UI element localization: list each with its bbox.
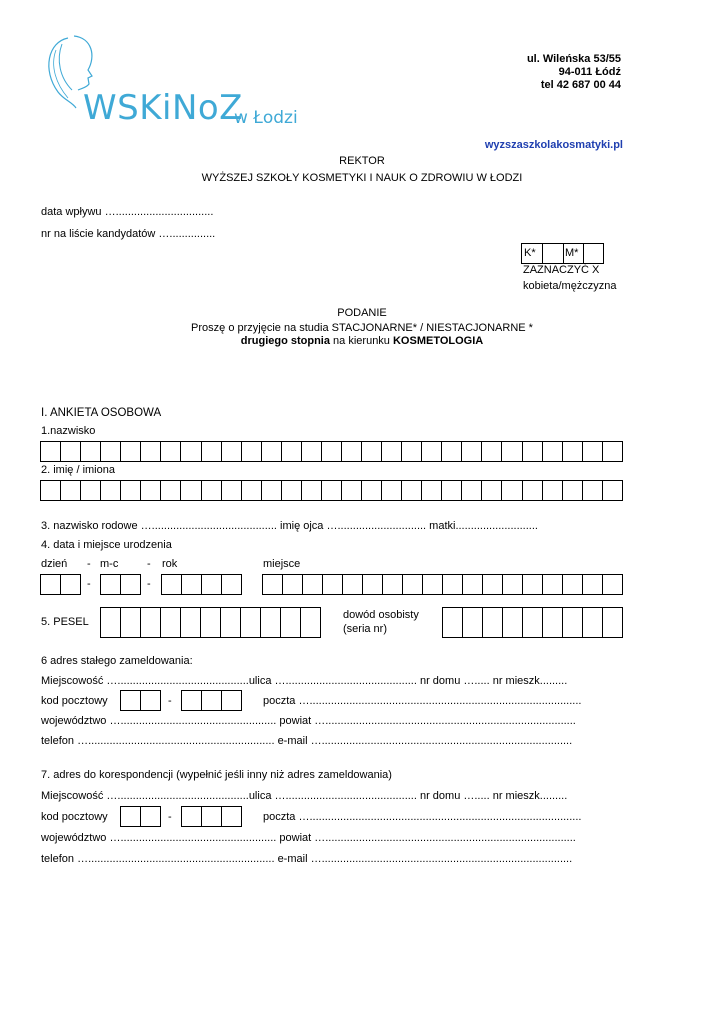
request-degree: drugiego stopnia (240, 335, 330, 347)
char-box[interactable] (503, 608, 523, 637)
s7-city-line[interactable]: Miejscowość …...........................................ulica …........................................... nr domu …..... nr mieszk......... (41, 790, 568, 802)
char-box[interactable] (462, 442, 482, 461)
char-box[interactable] (181, 481, 201, 500)
char-box[interactable] (462, 481, 482, 500)
char-box[interactable] (443, 575, 463, 594)
char-box[interactable] (383, 575, 403, 594)
char-box[interactable] (442, 481, 462, 500)
char-box[interactable] (121, 807, 141, 826)
s7-postcode-dash: - (168, 811, 172, 823)
char-box[interactable] (523, 608, 543, 637)
id-doc-series-label: (seria nr) (343, 623, 388, 635)
s6-postcode-second-boxes[interactable] (181, 690, 242, 711)
char-box[interactable] (423, 575, 443, 594)
char-box[interactable] (262, 442, 282, 461)
char-box[interactable] (543, 608, 563, 637)
website-link[interactable]: wyzszaszkolakosmatyki.pl (484, 139, 623, 151)
char-box[interactable] (162, 575, 182, 594)
char-box[interactable] (101, 575, 121, 594)
char-box[interactable] (261, 608, 281, 637)
logo-suffix: w Łodzi (234, 108, 298, 128)
s7-post-line[interactable]: poczta …......................................................................................... (263, 811, 582, 823)
gender-k-label: K* (524, 247, 536, 259)
char-box[interactable] (182, 575, 202, 594)
birth-dash-1: - (87, 558, 91, 570)
char-box[interactable] (202, 691, 222, 710)
request-title: PODANIE (337, 307, 387, 319)
birth-month-label: m-c (100, 558, 119, 570)
char-box[interactable] (523, 481, 543, 500)
request-field: KOSMETOLOGIA (392, 335, 484, 347)
gender-instruction: ZAZNACZYĆ X (523, 264, 600, 276)
birth-year-label: rok (162, 558, 178, 570)
char-box[interactable] (563, 442, 583, 461)
char-box[interactable] (301, 608, 320, 637)
recipient-title: REKTOR (339, 155, 385, 167)
birth-day-boxes[interactable] (40, 574, 81, 595)
char-box[interactable] (402, 442, 422, 461)
request-line1: Proszę o przyjęcie na studia STACJONARNE* / NIESTACJONARNE * (191, 322, 533, 334)
char-box[interactable] (41, 575, 61, 594)
char-box[interactable] (262, 481, 282, 500)
gender-m-label: M* (565, 247, 579, 259)
char-box[interactable] (181, 442, 201, 461)
char-box[interactable] (282, 442, 302, 461)
char-box[interactable] (302, 442, 322, 461)
char-box[interactable] (322, 481, 342, 500)
gender-box (521, 243, 604, 264)
char-box[interactable] (603, 442, 622, 461)
char-box[interactable] (583, 608, 603, 637)
char-box[interactable] (382, 442, 402, 461)
id-doc-boxes[interactable] (442, 607, 623, 638)
char-box[interactable] (121, 691, 141, 710)
char-box[interactable] (202, 575, 222, 594)
names-label: 2. imię / imiona (41, 464, 115, 476)
char-box[interactable] (342, 442, 362, 461)
request-connector: na kierunku (330, 335, 393, 347)
char-box[interactable] (343, 575, 363, 594)
char-box[interactable] (101, 481, 121, 500)
char-box[interactable] (322, 442, 342, 461)
char-box[interactable] (241, 608, 261, 637)
char-box[interactable] (583, 481, 603, 500)
s7-phone-line[interactable]: telefon …............................................................. e-mail ….................................................................................. (41, 853, 573, 865)
s7-province-line[interactable]: województwo …................................................... powiat ….................................................................................. (41, 832, 576, 844)
char-box[interactable] (402, 481, 422, 500)
char-box[interactable] (482, 481, 502, 500)
birth-dash-4: - (147, 578, 151, 590)
char-box[interactable] (101, 442, 121, 461)
logo-brand: WSKiNoZ (83, 88, 243, 128)
char-box[interactable] (242, 481, 262, 500)
char-box[interactable] (283, 575, 303, 594)
date-received-field[interactable]: data wpływu …................................ (41, 206, 214, 218)
char-box[interactable] (362, 481, 382, 500)
s6-postcode-label: kod pocztowy (41, 695, 108, 707)
id-doc-label: dowód osobisty (343, 609, 419, 621)
recipient-school: WYŻSZEJ SZKOŁY KOSMETYKI I NAUK O ZDROWIU W ŁODZI (201, 172, 523, 184)
char-box[interactable] (141, 691, 160, 710)
char-box[interactable] (463, 575, 483, 594)
char-box[interactable] (222, 442, 242, 461)
pesel-boxes[interactable] (100, 607, 321, 638)
char-box[interactable] (41, 442, 61, 461)
s6-postcode-dash: - (168, 695, 172, 707)
char-box[interactable] (502, 481, 522, 500)
char-box[interactable] (161, 442, 181, 461)
char-box[interactable] (201, 608, 221, 637)
char-box[interactable] (583, 575, 603, 594)
char-box[interactable] (161, 608, 181, 637)
char-box[interactable] (141, 608, 161, 637)
char-box[interactable] (182, 807, 202, 826)
s7-postcode-label: kod pocztowy (41, 811, 108, 823)
char-box[interactable] (263, 575, 283, 594)
char-box[interactable] (422, 481, 442, 500)
s7-postcode-first-boxes[interactable] (120, 806, 161, 827)
char-box[interactable] (222, 575, 241, 594)
char-box[interactable] (182, 691, 202, 710)
char-box[interactable] (222, 807, 241, 826)
char-box[interactable] (363, 575, 383, 594)
char-box[interactable] (221, 608, 241, 637)
char-box[interactable] (61, 575, 80, 594)
s7-postcode-second-boxes[interactable] (181, 806, 242, 827)
char-box[interactable] (502, 442, 522, 461)
birth-month-boxes[interactable] (100, 574, 141, 595)
char-box[interactable] (523, 575, 543, 594)
char-box[interactable] (141, 442, 161, 461)
char-box[interactable] (302, 481, 322, 500)
char-box[interactable] (202, 807, 222, 826)
char-box[interactable] (483, 575, 503, 594)
char-box[interactable] (81, 442, 101, 461)
logo (38, 30, 308, 140)
birth-place-boxes[interactable] (262, 574, 623, 595)
char-box[interactable] (443, 608, 463, 637)
char-box[interactable] (463, 608, 483, 637)
birth-day-label: dzień (41, 558, 68, 570)
char-box[interactable] (303, 575, 323, 594)
birth-dash-2: - (147, 558, 151, 570)
gender-m-checkbox[interactable] (583, 243, 604, 264)
char-box[interactable] (543, 575, 563, 594)
char-box[interactable] (543, 481, 563, 500)
char-box[interactable] (543, 442, 563, 461)
char-box[interactable] (442, 442, 462, 461)
char-box[interactable] (483, 608, 503, 637)
char-box[interactable] (362, 442, 382, 461)
char-box[interactable] (563, 575, 583, 594)
char-box[interactable] (61, 481, 81, 500)
birth-heading: 4. data i miejsce urodzenia (41, 539, 172, 551)
char-box[interactable] (382, 481, 402, 500)
s6-post-line[interactable]: poczta …......................................................................................... (263, 695, 582, 707)
gender-hint: kobieta/mężczyzna (523, 280, 617, 292)
char-box[interactable] (563, 608, 583, 637)
surname-boxes[interactable] (40, 441, 623, 462)
s6-postcode-first-boxes[interactable] (120, 690, 161, 711)
char-box[interactable] (403, 575, 423, 594)
names-boxes[interactable] (40, 480, 623, 501)
address-phone: tel 42 687 00 44 (540, 79, 621, 91)
char-box[interactable] (202, 481, 222, 500)
char-box[interactable] (41, 481, 61, 500)
char-box[interactable] (121, 608, 141, 637)
char-box[interactable] (242, 442, 262, 461)
birth-dash-3: - (87, 578, 91, 590)
address-city: 94-011 Łódź (558, 66, 621, 78)
birth-year-boxes[interactable] (161, 574, 242, 595)
char-box[interactable] (603, 608, 622, 637)
char-box[interactable] (61, 442, 81, 461)
char-box[interactable] (583, 442, 603, 461)
section6-heading: 6 adres stałego zameldowania: (41, 655, 193, 667)
char-box[interactable] (222, 481, 242, 500)
s6-province-line[interactable]: województwo …................................................... powiat ….................................................................................. (41, 715, 576, 727)
address-street: ul. Wileńska 53/55 (526, 53, 621, 65)
char-box[interactable] (101, 608, 121, 637)
char-box[interactable] (563, 481, 583, 500)
char-box[interactable] (141, 481, 161, 500)
char-box[interactable] (81, 481, 101, 500)
char-box[interactable] (121, 575, 140, 594)
char-box[interactable] (181, 608, 201, 637)
char-box[interactable] (323, 575, 343, 594)
list-number-field[interactable]: nr na liście kandydatów …............... (41, 228, 216, 240)
request-line2 (0, 335, 724, 347)
char-box[interactable] (281, 608, 301, 637)
char-box[interactable] (342, 481, 362, 500)
section1-heading: I. ANKIETA OSOBOWA (41, 407, 162, 419)
s6-phone-line[interactable]: telefon …............................................................. e-mail ….................................................................................. (41, 735, 573, 747)
char-box[interactable] (141, 807, 160, 826)
surname-label: 1.nazwisko (41, 425, 96, 437)
pesel-label: 5. PESEL (41, 616, 89, 628)
gender-k-checkbox[interactable] (542, 243, 564, 264)
char-box[interactable] (121, 481, 141, 500)
char-box[interactable] (603, 481, 622, 500)
family-names-line[interactable]: 3. nazwisko rodowe …......................................... imię ojca …............................. matki........................... (41, 520, 538, 532)
char-box[interactable] (121, 442, 141, 461)
char-box[interactable] (482, 442, 502, 461)
char-box[interactable] (202, 442, 222, 461)
char-box[interactable] (161, 481, 181, 500)
char-box[interactable] (422, 442, 442, 461)
char-box[interactable] (282, 481, 302, 500)
char-box[interactable] (503, 575, 523, 594)
char-box[interactable] (603, 575, 622, 594)
section7-heading: 7. adres do korespondencji (wypełnić jeśli inny niż adres zameldowania) (41, 769, 392, 781)
char-box[interactable] (523, 442, 543, 461)
birth-place-label: miejsce (263, 558, 301, 570)
s6-city-line[interactable]: Miejscowość …...........................................ulica …........................................... nr domu …..... nr mieszk......... (41, 675, 568, 687)
char-box[interactable] (222, 691, 241, 710)
